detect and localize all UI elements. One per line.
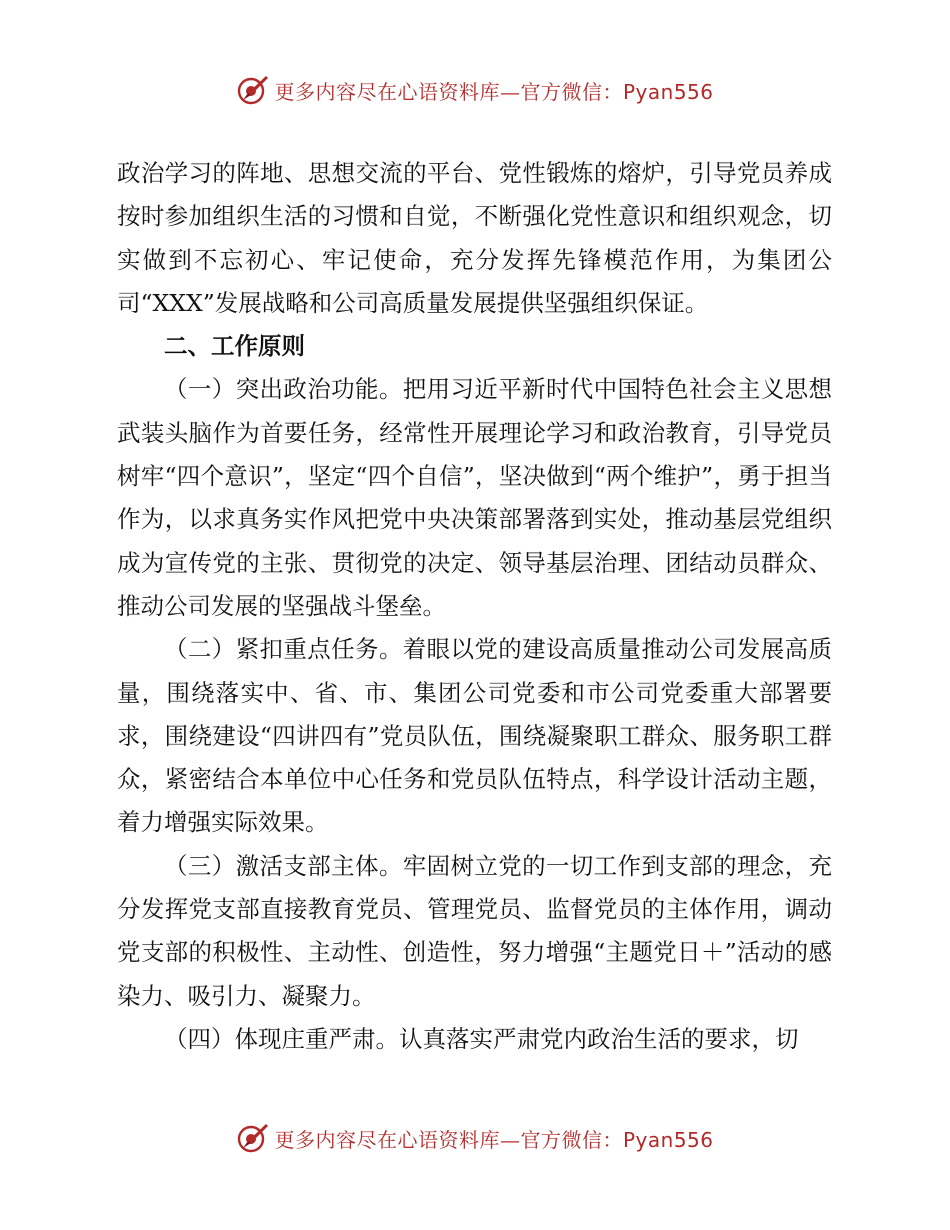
- footer-watermark: [0, 1118, 950, 1158]
- wechat-id: Pyan556: [622, 1127, 714, 1152]
- header-watermark: [0, 70, 950, 110]
- quill-logo-icon: [236, 73, 270, 107]
- principle-1-text: 把用习近平新时代中国特色社会主义思想武装头脑作为首要任务，经常性开展理论学习和政治教育，引导党员树牢“四个意识”，坚定“四个自信”，坚决做到“两个维护”，勇于担当作为，以求真务实作风把党中央决策部署落到实处，推动基层党组织成为宣传党的主张、贯彻党的决定、领导基层治理、团结动员群众、推动公司发展的坚强战斗堡垒。: [117, 375, 833, 620]
- paragraph-principle-3: [117, 845, 832, 1018]
- quill-logo-icon: [236, 1121, 270, 1155]
- wechat-id: Pyan556: [622, 79, 714, 104]
- paragraph-principle-1: [117, 368, 832, 628]
- document-body: [117, 152, 832, 1061]
- principle-4-title: （四）体现庄重严肃。: [164, 1024, 399, 1053]
- header-watermark-text: 更多内容尽在心语资料库—官方微信：Pyan556: [274, 79, 714, 104]
- principle-3-title: （三）激活支部主体。: [164, 851, 403, 880]
- principle-2-title: （二）紧扣重点任务。: [164, 635, 403, 664]
- principle-3-text: 牢固树立党的一切工作到支部的理念，充分发挥党支部直接教育党员、管理党员、监督党员的主体作用，调动党支部的积极性、主动性、创造性，努力增强“主题党日＋”活动的感染力、吸引力、凝聚力。: [117, 851, 833, 1010]
- section-heading-principles: 二、工作原则: [164, 332, 305, 361]
- paragraph-principle-2: [117, 628, 832, 844]
- footer-watermark-text: 更多内容尽在心语资料库—官方微信：Pyan556: [274, 1127, 714, 1152]
- principle-2-text: 着眼以党的建设高质量推动公司发展高质量，围绕落实中、省、市、集团公司党委和市公司党委重大部署要求，围绕建设“四讲四有”党员队伍，围绕凝聚职工群众、服务职工群众，紧密结合本单位中心任务和党员队伍特点，科学设计活动主题，着力增强实际效果。: [117, 635, 833, 837]
- paragraph-intro-continued: 政治学习的阵地、思想交流的平台、党性锻炼的熔炉，引导党员养成按时参加组织生活的习惯和自觉，不断强化党性意识和组织观念，切实做到不忘初心、牢记使命，充分发挥先锋模范作用，为集团公司“XXX”发展战略和公司高质量发展提供坚强组织保证。: [117, 159, 832, 317]
- principle-4-text: 认真落实严肃党内政治生活的要求，切: [399, 1024, 799, 1053]
- paragraph-principle-4: [117, 1018, 832, 1061]
- principle-1-title: （一）突出政治功能。: [164, 375, 403, 404]
